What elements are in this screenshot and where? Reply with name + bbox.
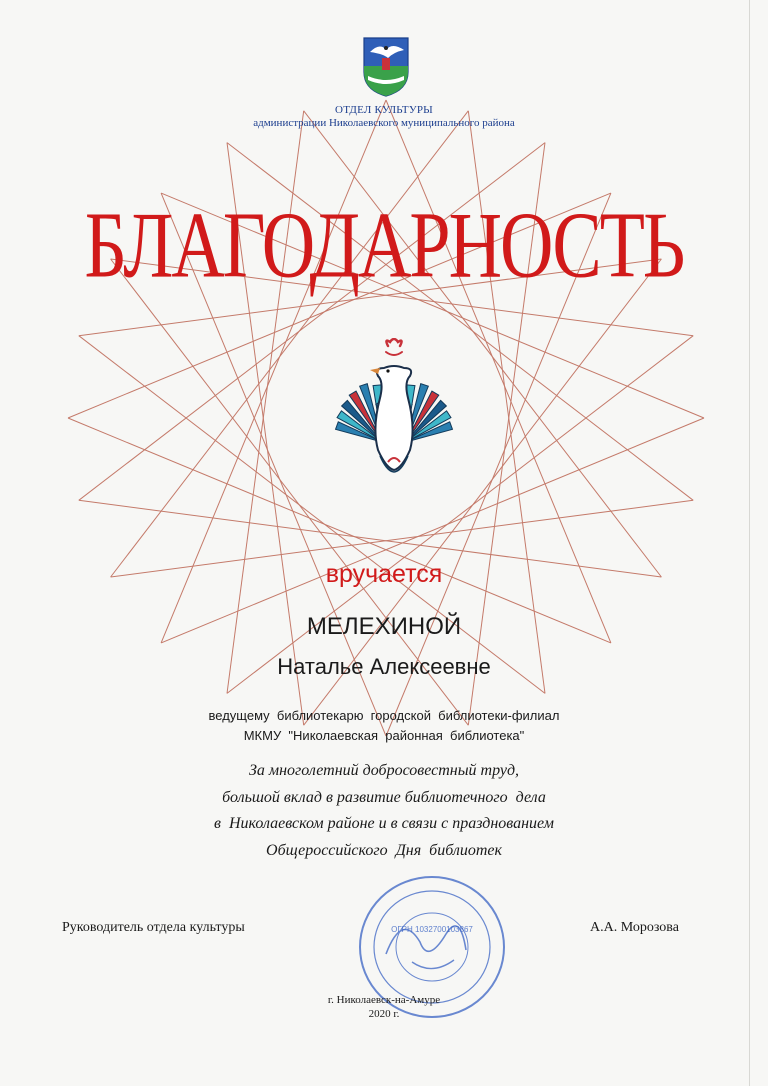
org-name-line1: ОТДЕЛ КУЛЬТУРЫ bbox=[335, 104, 433, 116]
recipient-surname: МЕЛЕХИНОЙ bbox=[306, 613, 462, 640]
recipient-given-name: Наталье Алексеевне bbox=[277, 654, 491, 679]
city-label: г. Николаевск-на-Амуре bbox=[327, 994, 441, 1006]
reason-line: Общероссийского Дня библиотек bbox=[266, 842, 502, 859]
signatory-title: Руководитель отдела культуры bbox=[62, 920, 245, 935]
org-name-line2: администрации Николаевского муниципального района bbox=[253, 117, 515, 129]
swan-icon bbox=[318, 338, 470, 498]
year-label: 2020 г. bbox=[368, 1008, 400, 1020]
reason-line: большой вклад в развитие библиотечного дела bbox=[222, 789, 546, 806]
position-line: ведущему библиотекарю городской библиотеки-филиал bbox=[208, 708, 560, 723]
signatory-name: А.А. Морозова bbox=[590, 920, 679, 935]
stamp-ogrn-text: ОГРН 1032700103867 bbox=[391, 925, 473, 934]
reason-line: в Николаевском районе и в связи с празднованием bbox=[214, 815, 554, 832]
awarded-label: вручается bbox=[325, 560, 443, 588]
position-line: МКМУ "Николаевская районная библиотека" bbox=[243, 728, 525, 743]
coat-of-arms-icon bbox=[360, 36, 412, 98]
certificate-title: БЛАГОДАРНОСТЬ bbox=[84, 193, 684, 299]
reason-line: За многолетний добросовестный труд, bbox=[248, 762, 520, 779]
